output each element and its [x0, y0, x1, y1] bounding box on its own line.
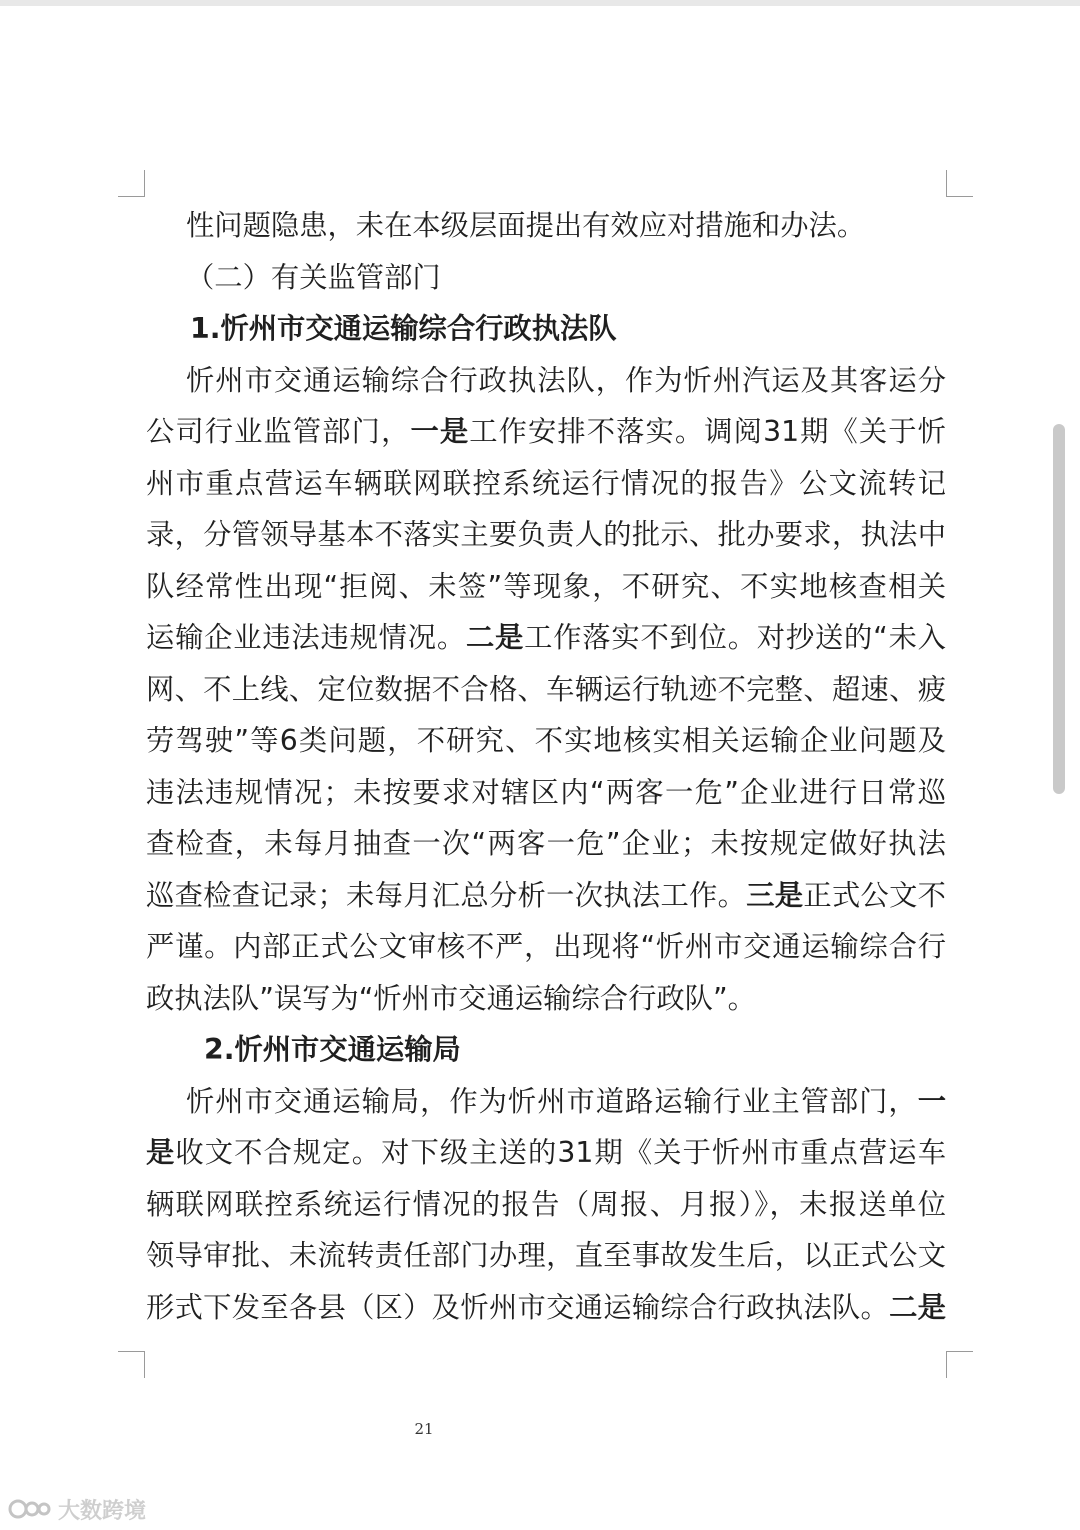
line-text: 网、不上线、定位数据不合格、车辆运行轨迹不完整、超速、疲: [146, 672, 946, 706]
paragraph-line: [146, 406, 946, 458]
paragraph-line: [146, 664, 946, 716]
paragraph-line: [146, 1127, 946, 1179]
paragraph-line: [146, 973, 946, 1025]
crop-mark-bottom-right: [946, 1351, 973, 1378]
line-text: 劳驾驶”等6类问题，不研究、不实地核实相关运输企业问题及: [146, 724, 946, 757]
paragraph-line: [146, 767, 946, 819]
line-text: 辆联网联控系统运行情况的报告（周报、月报）》，未报送单位: [146, 1187, 946, 1221]
line-text: （二）有关监管部门: [186, 260, 441, 294]
line-text: 工作安排不落实。调阅31期《关于忻: [469, 415, 946, 448]
emphasis-text: 三是: [746, 878, 804, 912]
paragraph-line: [146, 612, 946, 664]
line-text: 录，分管领导基本不落实主要负责人的批示、批办要求，执法中: [146, 518, 946, 551]
line-text: 公司行业监管部门，: [146, 415, 411, 448]
subsection-heading: [146, 303, 946, 355]
paragraph-line: [146, 200, 946, 252]
scrollbar-thumb[interactable]: [1053, 424, 1065, 794]
paragraph-line: [146, 509, 946, 561]
line-text: 工作落实不到位。对抄送的“未入: [524, 621, 946, 654]
emphasis-text: 二是: [465, 621, 525, 654]
section-heading: [146, 252, 946, 304]
line-text: 违法违规情况；未按要求对辖区内“两客一危”企业进行日常巡: [146, 775, 946, 809]
document-body: [146, 200, 946, 1333]
paragraph-line: [146, 561, 946, 613]
line-text: 运输企业违法违规情况。: [146, 621, 466, 654]
watermark-logo-icon: [8, 1496, 52, 1522]
paragraph-line: [146, 921, 946, 973]
paragraph-line: [146, 458, 946, 510]
emphasis-text: 一: [917, 1084, 946, 1118]
line-text: 形式下发至各县（区）及忻州市交通运输综合行政执法队。: [146, 1290, 890, 1324]
line-text: 忻州市交通运输局，作为忻州市道路运输行业主管部门，: [186, 1084, 918, 1118]
watermark: [8, 1494, 146, 1524]
page-number: 21: [414, 1420, 434, 1438]
paragraph-line: [146, 715, 946, 767]
line-text: 巡查检查记录；未每月汇总分析一次执法工作。: [146, 878, 747, 912]
watermark-text: 大数跨境: [58, 1498, 147, 1524]
paragraph-line: [146, 1179, 946, 1231]
emphasis-text: 一是: [410, 415, 470, 448]
line-text: 州市重点营运车辆联网联控系统运行情况的报告》公文流转记: [146, 466, 946, 500]
emphasis-text: 是: [146, 1136, 176, 1169]
paragraph-line: [146, 1230, 946, 1282]
line-text: 查检查，未每月抽查一次“两客一危”企业；未按规定做好执法: [146, 827, 946, 860]
crop-mark-bottom-left: [118, 1351, 145, 1378]
paragraph-line: [146, 355, 946, 407]
crop-mark-top-right: [946, 170, 973, 197]
line-text: 政执法队”误写为“忻州市交通运输综合行政队”。: [146, 981, 756, 1015]
paragraph-line: [146, 1076, 946, 1128]
line-text: 正式公文不: [803, 878, 946, 912]
line-text: 忻州市交通运输综合行政执法队，作为忻州汽运及其客运分: [186, 363, 946, 397]
emphasis-text: 二是: [889, 1290, 946, 1324]
line-text: 性问题隐患，未在本级层面提出有效应对措施和办法。: [186, 209, 866, 242]
line-text: 队经常性出现“拒阅、未签”等现象，不研究、不实地核查相关: [146, 569, 946, 603]
line-text: 严谨。内部正式公文审核不严，出现将“忻州市交通运输综合行: [146, 930, 946, 963]
paragraph-line: [146, 818, 946, 870]
line-text: 领导审批、未流转责任部门办理，直至事故发生后，以正式公文: [146, 1239, 946, 1272]
paragraph-line: [146, 870, 946, 922]
top-shade: [0, 0, 1080, 6]
crop-mark-top-left: [118, 170, 145, 197]
line-text: 2.忻州市交通运输局: [204, 1033, 461, 1066]
line-text: 收文不合规定。对下级主送的31期《关于忻州市重点营运车: [175, 1136, 946, 1169]
paragraph-line: [146, 1282, 946, 1334]
subsection-heading: [146, 1024, 946, 1076]
line-text: 1.忻州市交通运输综合行政执法队: [190, 312, 617, 345]
